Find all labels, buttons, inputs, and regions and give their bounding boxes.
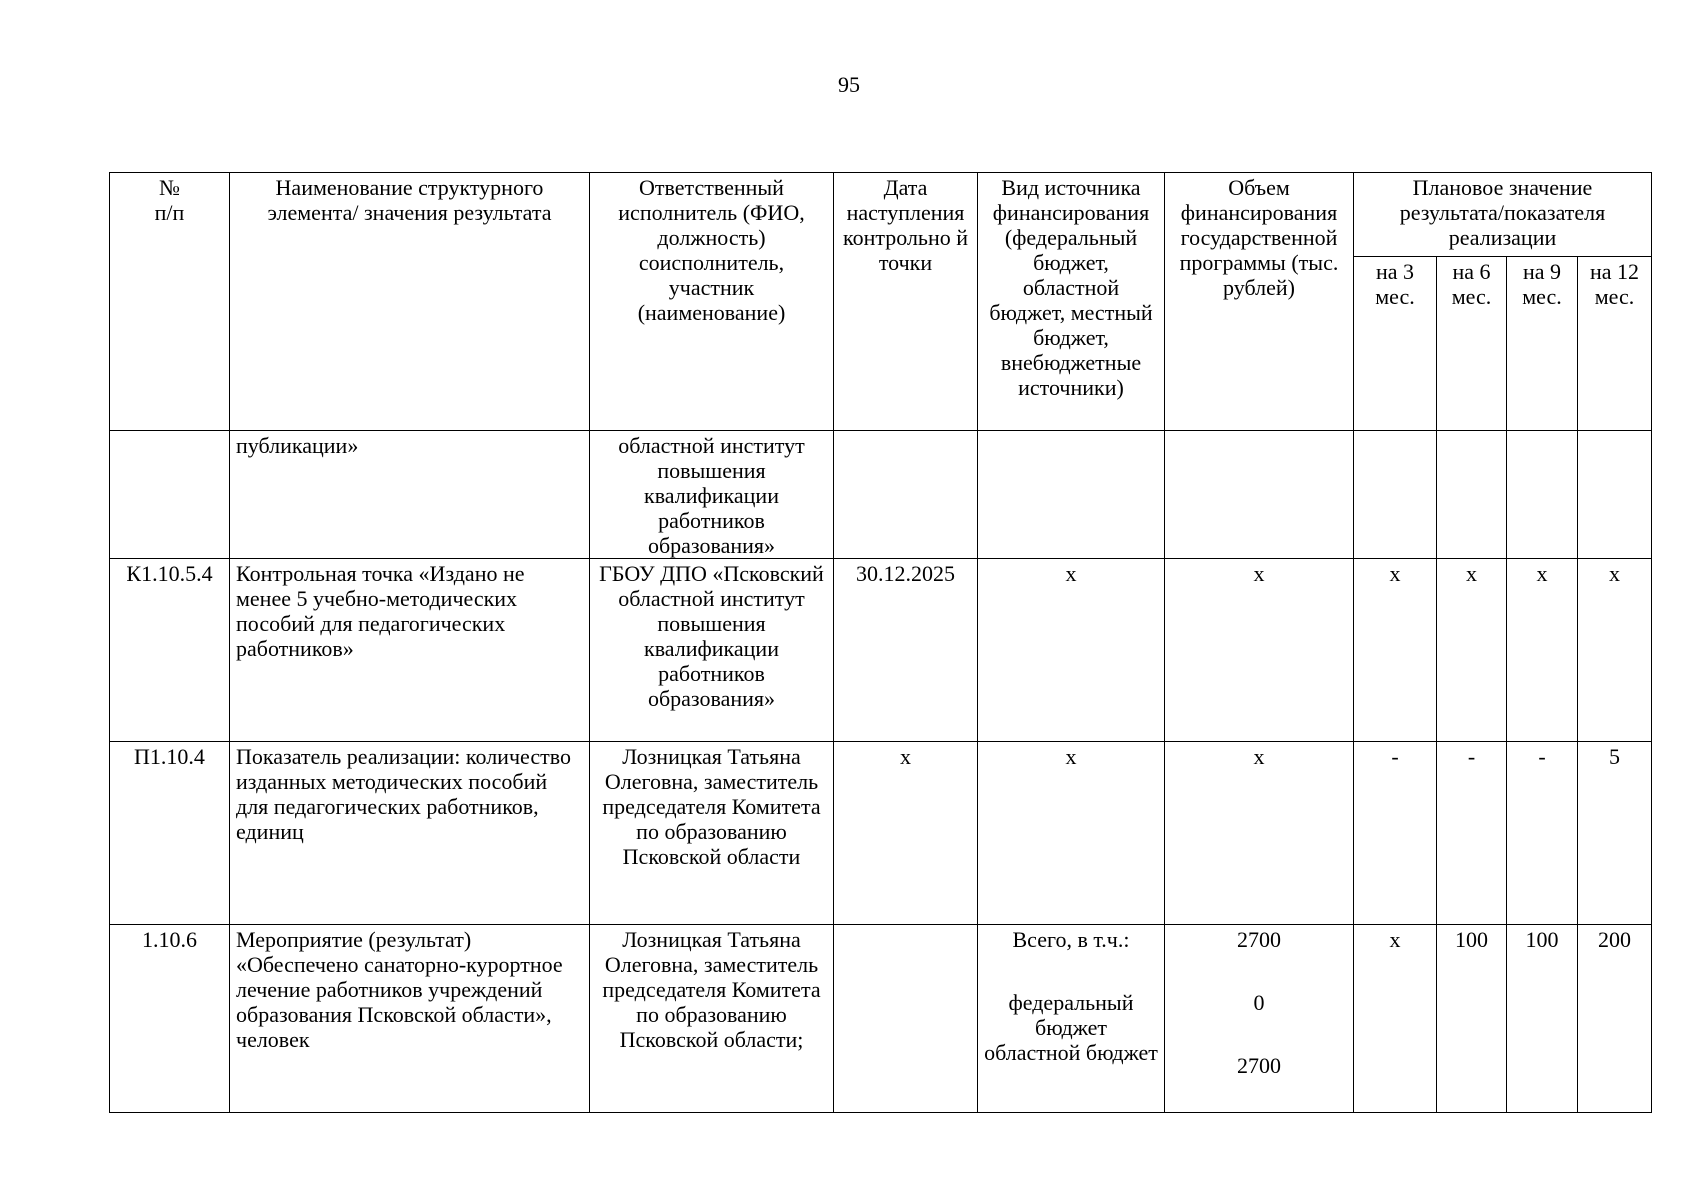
row-m9 xyxy=(1507,431,1578,559)
row-m6: 100 xyxy=(1437,925,1507,1113)
header-m6: на 6 мес. xyxy=(1437,257,1507,431)
row-m12 xyxy=(1578,431,1652,559)
row-date xyxy=(834,925,978,1113)
source-federal: федеральный бюджет xyxy=(1008,990,1134,1040)
header-responsible: Ответственный исполнитель (ФИО, должность) соисполнитель, участник (наименование) xyxy=(590,173,834,431)
row-m9: - xyxy=(1507,742,1578,925)
source-total: Всего, в т.ч.: xyxy=(1012,927,1130,952)
row-date: 30.12.2025 xyxy=(834,559,978,742)
row-m12: 5 xyxy=(1578,742,1652,925)
table-row xyxy=(110,431,1652,559)
plan-table xyxy=(109,172,1652,1113)
row-m6: х xyxy=(1437,559,1507,742)
row-name: Контрольная точка «Издано не менее 5 учебно-методических пособий для педагогических работников» xyxy=(230,559,590,742)
row-source xyxy=(978,431,1165,559)
header-m9: на 9 мес. xyxy=(1507,257,1578,431)
row-m3: х xyxy=(1354,559,1437,742)
row-responsible: Лозницкая Татьяна Олеговна, заместитель председателя Комитета по образованию Псковской области; xyxy=(590,925,834,1113)
row-source xyxy=(978,925,1165,1113)
row-responsible: ГБОУ ДПО «Псковский областной институт повышения квалификации работников образования» xyxy=(590,559,834,742)
row-responsible: областной институт повышения квалификации работников образования» xyxy=(590,431,834,559)
table-row xyxy=(110,559,1652,742)
header-m3: на 3 мес. xyxy=(1354,257,1437,431)
row-volume: х xyxy=(1165,559,1354,742)
header-row-1 xyxy=(110,173,1652,257)
row-name: Мероприятие (результат) «Обеспечено санаторно-курортное лечение работников учреждений образования Псковской области», человек xyxy=(230,925,590,1113)
row-volume xyxy=(1165,925,1354,1113)
row-date xyxy=(834,431,978,559)
header-source: Вид источника финансирования (федеральный бюджет, областной бюджет, местный бюджет, внебюджетные источники) xyxy=(978,173,1165,431)
row-m12: х xyxy=(1578,559,1652,742)
row-m3 xyxy=(1354,431,1437,559)
header-volume: Объем финансирования государственной программы (тыс. рублей) xyxy=(1165,173,1354,431)
header-date: Дата наступления контрольно й точки xyxy=(834,173,978,431)
header-plan: Плановое значение результата/показателя реализации xyxy=(1354,173,1652,257)
row-num: 1.10.6 xyxy=(110,925,230,1113)
row-source: х xyxy=(978,559,1165,742)
row-responsible: Лозницкая Татьяна Олеговна, заместитель председателя Комитета по образованию Псковской области xyxy=(590,742,834,925)
row-name: Показатель реализации: количество изданных методических пособий для педагогических работников, единиц xyxy=(230,742,590,925)
row-source: х xyxy=(978,742,1165,925)
header-name: Наименование структурного элемента/ значения результата xyxy=(230,173,590,431)
row-m6 xyxy=(1437,431,1507,559)
row-m6: - xyxy=(1437,742,1507,925)
volume-federal: 0 xyxy=(1253,990,1265,1015)
row-name: публикации» xyxy=(230,431,590,559)
row-m12: 200 xyxy=(1578,925,1652,1113)
row-date: х xyxy=(834,742,978,925)
row-m9: 100 xyxy=(1507,925,1578,1113)
row-volume xyxy=(1165,431,1354,559)
volume-total: 2700 xyxy=(1237,927,1281,952)
header-m12: на 12 мес. xyxy=(1578,257,1652,431)
row-m3: - xyxy=(1354,742,1437,925)
table-row xyxy=(110,742,1652,925)
row-m3: х xyxy=(1354,925,1437,1113)
row-volume: х xyxy=(1165,742,1354,925)
source-regional: областной бюджет xyxy=(984,1040,1158,1065)
row-num: П1.10.4 xyxy=(110,742,230,925)
row-num xyxy=(110,431,230,559)
row-m9: х xyxy=(1507,559,1578,742)
header-num: № п/п xyxy=(110,173,230,431)
page-number: 95 xyxy=(838,72,860,97)
table-row xyxy=(110,925,1652,1113)
volume-regional: 2700 xyxy=(1237,1053,1281,1078)
row-num: К1.10.5.4 xyxy=(110,559,230,742)
